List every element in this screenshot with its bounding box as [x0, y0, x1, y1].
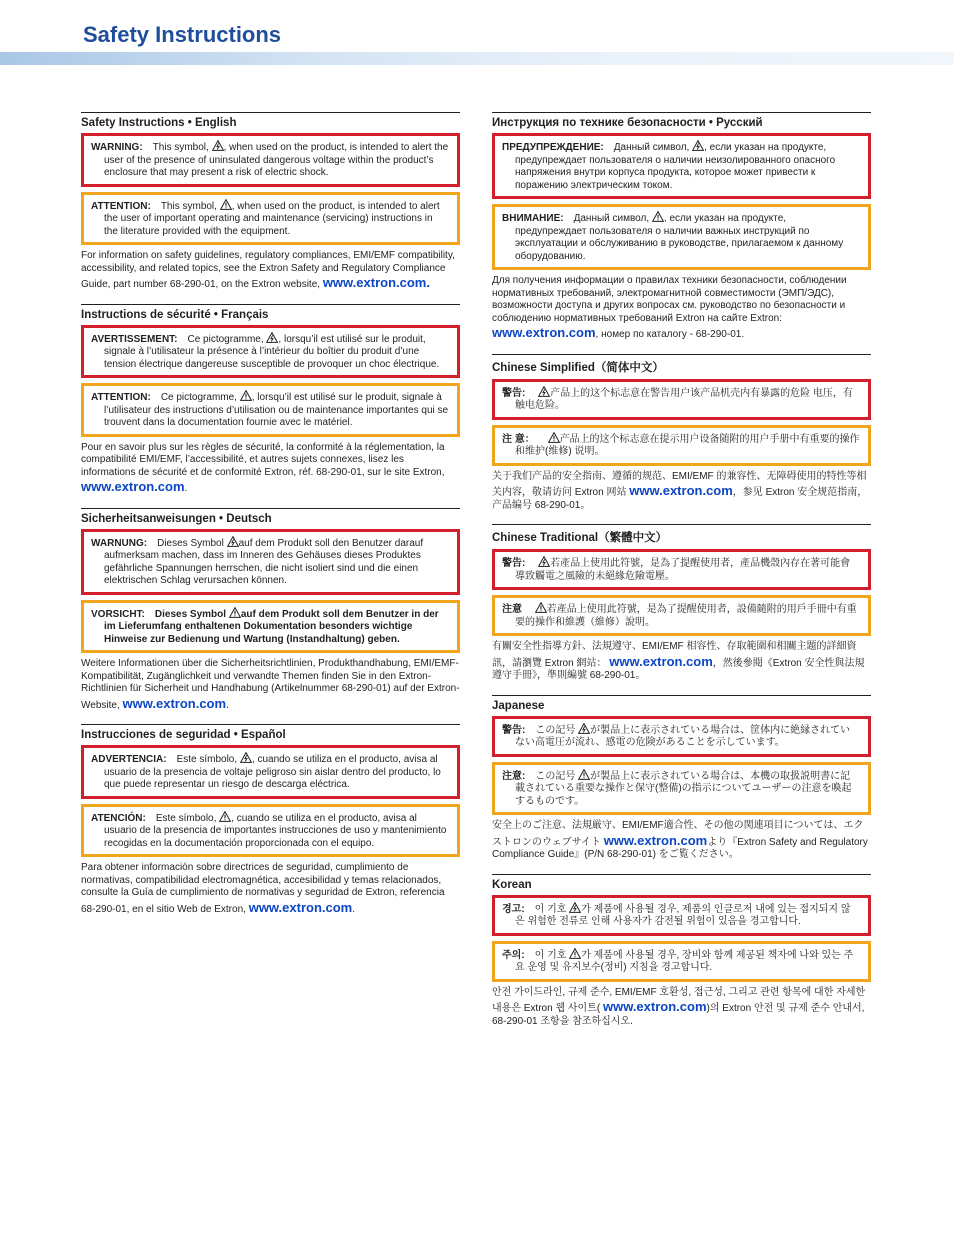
section-title: Chinese Simplified（简体中文） — [492, 361, 664, 374]
extron-website-link[interactable]: www.extron.com — [602, 999, 707, 1014]
attention-keyword: 注意: — [502, 770, 526, 782]
info-text-post: . — [226, 699, 229, 711]
title-band — [0, 52, 954, 65]
warning-box — [492, 549, 871, 590]
lightning-warning-icon — [578, 723, 590, 734]
info-paragraph — [81, 658, 460, 712]
attention-box — [81, 383, 460, 437]
attention-box — [81, 600, 460, 654]
section-title: Safety Instructions • English — [81, 117, 237, 129]
info-text: For information on safety guidelines, regulatory compliances, EMI/EMF compatibility, accessibility, and related topics, see the Extron Safety and Regulatory Compliance Guide, part number 68-290-01, on the Extron website, — [81, 250, 455, 290]
attention-box — [492, 595, 871, 636]
section-russian — [492, 112, 871, 342]
lightning-warning-icon — [569, 902, 581, 913]
warning-text: , when used on the product, is intended to alert the user of the presence of uninsulated dangerous voltage within the product’s enclosure that may present a risk of electric shock. — [104, 142, 449, 178]
info-paragraph — [81, 862, 460, 916]
attention-box — [492, 425, 871, 466]
section-japanese — [492, 695, 871, 862]
info-paragraph — [492, 471, 871, 513]
warning-box — [81, 325, 460, 379]
section-french — [81, 304, 460, 496]
warning-text: が製品上に表示されている場合は、筐体内に絶縁されていない高電圧が流れ、感電の危険があることを示しています。 — [515, 724, 851, 748]
extron-website-link[interactable]: www.extron.com — [629, 483, 733, 498]
info-text-post: ，参见 Extron 安全规范指南，产品编号 68-290-01。 — [492, 487, 868, 511]
exclamation-warning-icon — [240, 390, 252, 401]
warning-keyword: 警告: — [502, 558, 526, 569]
section-chinese-traditional — [492, 524, 871, 683]
warning-text: 产品上的这个标志意在警告用户该产品机壳内有暴露的危险 电压，有触电危险。 — [515, 387, 853, 411]
warning-box — [492, 716, 871, 757]
warning-text-pre: 이 기호 — [534, 903, 567, 915]
warning-text-pre: Este símbolo, — [176, 754, 238, 765]
attention-box — [492, 762, 871, 816]
extron-website-link[interactable]: www.extron.com — [609, 653, 713, 669]
warning-text-pre: Dieses Symbol — [157, 537, 224, 549]
lightning-warning-icon — [266, 332, 278, 343]
warning-text: , cuando se utiliza en el producto, avisa al usuario de la presencia de voltaje peligroso sin aislar dentro del producto, lo que puede representar un riesgo de descarga eléctrica. — [104, 754, 441, 790]
warning-keyword: AVERTISSEMENT: — [91, 333, 178, 345]
info-text-post: より『Extron Safety and Regulatory Compliance Guide』(P/N 68-290-01) をご覧ください。 — [492, 836, 868, 860]
info-text: 安全上のご注意、法規厳守、EMI/EMF適合性、その他の関連項目については、エクストロンのウェブサイト — [492, 820, 864, 848]
attention-text-pre: Dieses Symbol — [154, 608, 227, 620]
lightning-warning-icon — [240, 752, 252, 763]
attention-text: 产品上的这个标志意在提示用户设备随附的用户手册中有重要的操作和维护(维修) 说明。 — [515, 433, 860, 457]
attention-text-pre: Este símbolo, — [155, 812, 217, 824]
lightning-warning-icon — [692, 140, 704, 151]
attention-box — [81, 192, 460, 246]
section-spanish — [81, 724, 460, 916]
info-paragraph — [492, 987, 871, 1029]
warning-text: , lorsqu’il est utilisé sur le produit, signale à l’utilisateur la présence à l’intérieur du boîtier du produit d’une tension électrique dangereuse susceptible de provoquer un choc électrique. — [104, 333, 440, 370]
info-text: 关于我们产品的安全指南、遵循的规范、EMI/EMF 的兼容性、无障碍使用的特性等相关内容，敬请访问 Extron 网站 — [492, 470, 867, 498]
lightning-warning-icon — [227, 536, 239, 547]
warning-text: , если указан на продукте, предупреждает пользователя о наличии неизолированного опасного напряжения внутри корпуса продукта, которое может привести к поражению электрическим током. — [515, 142, 836, 191]
extron-website-link[interactable]: www.extron.com. — [322, 275, 430, 290]
extron-website-link[interactable]: www.extron.com — [122, 695, 227, 711]
info-text: Pour en savoir plus sur les règles de sécurité, la conformité à la réglementation, la compatibilité EMI/EMF, l’accessibilité, et autres sujets connexes, lisez les informations de sécurité et de conformité Extron, réf. 68-290-01, sur le site Extron, — [81, 441, 445, 478]
section-chinese-simplified — [492, 354, 871, 513]
info-text-post: )의 Extron 안전 및 규제 준수 안내서, 68-290-01 조항을 참조하십시오. — [492, 1003, 865, 1027]
section-title: Инструкция по технике безопасности • Русский — [492, 117, 763, 129]
warning-text-pre: この記号 — [535, 724, 576, 736]
info-text-post: . — [184, 483, 188, 494]
attention-box — [81, 804, 460, 858]
attention-keyword: ВНИМАНИЕ: — [502, 213, 564, 224]
attention-box — [492, 941, 871, 982]
warning-box — [81, 745, 460, 799]
info-paragraph — [492, 275, 871, 342]
exclamation-warning-icon — [535, 602, 547, 613]
exclamation-warning-icon — [548, 432, 560, 443]
page-title: Safety Instructions — [83, 22, 282, 47]
section-title: Chinese Traditional（繁體中文） — [492, 532, 668, 544]
attention-keyword: ATTENTION: — [91, 200, 151, 212]
info-text: 有關安全性指導方針、法規遵守、EMI/EMF 相容性、存取範圍和相關主題的詳細資訊，請瀏覽 Extron 網站： — [492, 641, 857, 669]
attention-text: , lorsqu’il est utilisé sur le produit, signale à l’utilisateur des instructions d’utilisation ou de maintenance importantes qui se trouvent dans la documentation fournie avec le matériel. — [104, 392, 449, 428]
info-paragraph — [81, 442, 460, 496]
info-text: Для получения информации о правилах техники безопасности, соблюдении нормативных требований, электромагнитной совместимости (ЭМП/ЭДС), возможности доступа и других вопросах см. руководство по безопасности и соблюдению нормативных требований Extron на сайте Extron: — [492, 275, 847, 324]
exclamation-warning-icon — [569, 948, 581, 959]
attention-text-pre: Данный символ, — [573, 213, 650, 224]
section-german — [81, 508, 460, 713]
attention-text-pre: 이 기호 — [534, 949, 567, 961]
attention-text: , when used on the product, is intended to alert the user of important operating and maintenance (servicing) instructions in the literature provided with the equipment. — [104, 200, 440, 237]
warning-text: 若產品上使用此符號，是為了提醒使用者，產品機殼內存在著可能會導致觸電之風險的未絕緣危險電壓。 — [515, 558, 851, 582]
left-column — [81, 112, 460, 928]
warning-keyword: 경고: — [502, 903, 525, 915]
attention-keyword: VORSICHT: — [91, 608, 145, 620]
info-text-post: . — [352, 903, 356, 915]
info-paragraph — [81, 250, 460, 292]
attention-text: 가 제품에 사용될 경우, 장비와 함께 제공된 책자에 나와 있는 주요 운영 및 유지보수(정비) 지침을 경고합니다. — [515, 949, 854, 973]
attention-keyword: 注意 — [502, 604, 522, 615]
lightning-warning-icon — [212, 140, 224, 151]
attention-keyword: ATTENTION: — [91, 392, 151, 403]
attention-box — [492, 204, 871, 270]
info-paragraph — [492, 820, 871, 862]
exclamation-warning-icon — [578, 769, 590, 780]
attention-text: auf dem Produkt soll dem Benutzer in der im Lieferumfang enthaltenen Dokumentation besonders wichtige Hinweise zur Bedienung und Wartung (Instandhaltung) geben. — [104, 608, 439, 645]
warning-text-pre: Ce pictogramme, — [187, 333, 264, 345]
extron-website-link[interactable]: www.extron.com — [603, 832, 708, 848]
warning-box — [492, 895, 871, 936]
extron-website-link[interactable]: www.extron.com — [81, 479, 185, 494]
section-title: Sicherheitsanweisungen • Deutsch — [81, 512, 272, 525]
warning-box — [492, 379, 871, 420]
section-korean — [492, 874, 871, 1029]
extron-website-link[interactable]: www.extron.com — [248, 899, 353, 915]
warning-keyword: 警告: — [502, 387, 526, 399]
info-text-post: , номер по каталогу - 68-290-01. — [595, 329, 745, 340]
warning-keyword: WARNUNG: — [91, 537, 148, 549]
warning-box — [81, 529, 460, 595]
info-paragraph — [492, 641, 871, 683]
warning-box — [492, 133, 871, 199]
attention-keyword: 주의: — [502, 949, 525, 961]
warning-keyword: ADVERTENCIA: — [91, 754, 167, 765]
warning-text: auf dem Produkt soll den Benutzer darauf aufmerksam machen, dass im Inneren des Gehäuses dieses Produktes gefährliche Spannungen herrschen, die nicht isoliert sind und die einen elektrischen Schlag verursachen können. — [104, 537, 424, 586]
info-text: 안전 가이드라인, 규제 준수, EMI/EMF 호환성, 접근성, 그리고 관련 항목에 대한 자세한 내용은 Extron 웹 사이트( — [492, 986, 866, 1014]
warning-text: 가 제품에 사용될 경우, 제품의 인클로저 내에 있는 접지되지 않은 위험한 전류로 인해 사용자가 감전될 위험이 있음을 경고합니다. — [515, 903, 851, 927]
info-text-post: ，然後參閱《Extron 安全性與法規遵守手冊》，準則編號 68-290-01。 — [492, 657, 865, 681]
exclamation-warning-icon — [229, 607, 241, 618]
attention-keyword: 注 意： — [502, 433, 535, 445]
attention-text-pre: この記号 — [535, 770, 576, 782]
attention-text: , если указан на продукте, предупреждает пользователя о наличии важных инструкций по эксплуатации и обслуживанию в руководстве, прилагаемом к данному оборудованию. — [515, 213, 844, 262]
attention-text: , cuando se utiliza en el producto, avisa al usuario de la presencia de importantes instrucciones de uso y mantenimiento recogidas en la documentación proporcionada con el equipo. — [104, 812, 447, 849]
attention-text-pre: Ce pictogramme, — [160, 392, 237, 403]
exclamation-warning-icon — [652, 211, 664, 222]
exclamation-warning-icon — [220, 199, 232, 210]
attention-text: 若產品上使用此符號，是為了提醒使用者，設備隨附的用戶手冊中有重要的操作和維護（維修）說明。 — [515, 604, 857, 628]
extron-website-link[interactable]: www.extron.com — [492, 325, 596, 340]
warning-keyword: 警告: — [502, 724, 526, 736]
warning-text-pre: Данный символ, — [613, 142, 690, 153]
attention-keyword: ATENCIÓN: — [91, 812, 146, 824]
attention-text: が製品上に表示されている場合は、本機の取扱説明書に記載されている重要な操作と保守(整備)の指示についてユーザーの注意を喚起するものです。 — [515, 770, 852, 807]
info-text: Weitere Informationen über die Sicherheitsrichtlinien, Produkthandhabung, EMI/EMF-Kompatibilität, Zugänglichkeit und verwandte Themen finden Sie in den Extron-Richtlinien für Sicherheit und Handhabung (Artikelnummer 68-290-01) auf der Extron-Website, — [81, 658, 460, 711]
exclamation-warning-icon — [219, 811, 231, 822]
info-text: Para obtener información sobre directrices de seguridad, cumplimiento de normativas, compatibilidad electromagnética, accesibilidad y temas relacionados, consulte la Guía de cumplimiento de normativas y seguridad de Extron, referencia 68-290-01, en el sitio Web de Extron, — [81, 862, 445, 915]
warning-keyword: ПРЕДУПРЕЖДЕНИЕ: — [502, 142, 604, 153]
section-title: Japanese — [492, 699, 545, 712]
lightning-warning-icon — [538, 556, 550, 567]
warning-text-pre: This symbol, — [152, 142, 209, 153]
right-column — [492, 112, 871, 1040]
lightning-warning-icon — [538, 386, 550, 397]
section-title: Korean — [492, 878, 532, 891]
section-english — [81, 112, 460, 292]
section-title: Instrucciones de seguridad • Español — [81, 729, 286, 741]
warning-keyword: WARNING: — [91, 142, 143, 153]
section-title: Instructions de sécurité • Français — [81, 308, 269, 321]
warning-box — [81, 133, 460, 187]
attention-text-pre: This symbol, — [160, 200, 217, 212]
